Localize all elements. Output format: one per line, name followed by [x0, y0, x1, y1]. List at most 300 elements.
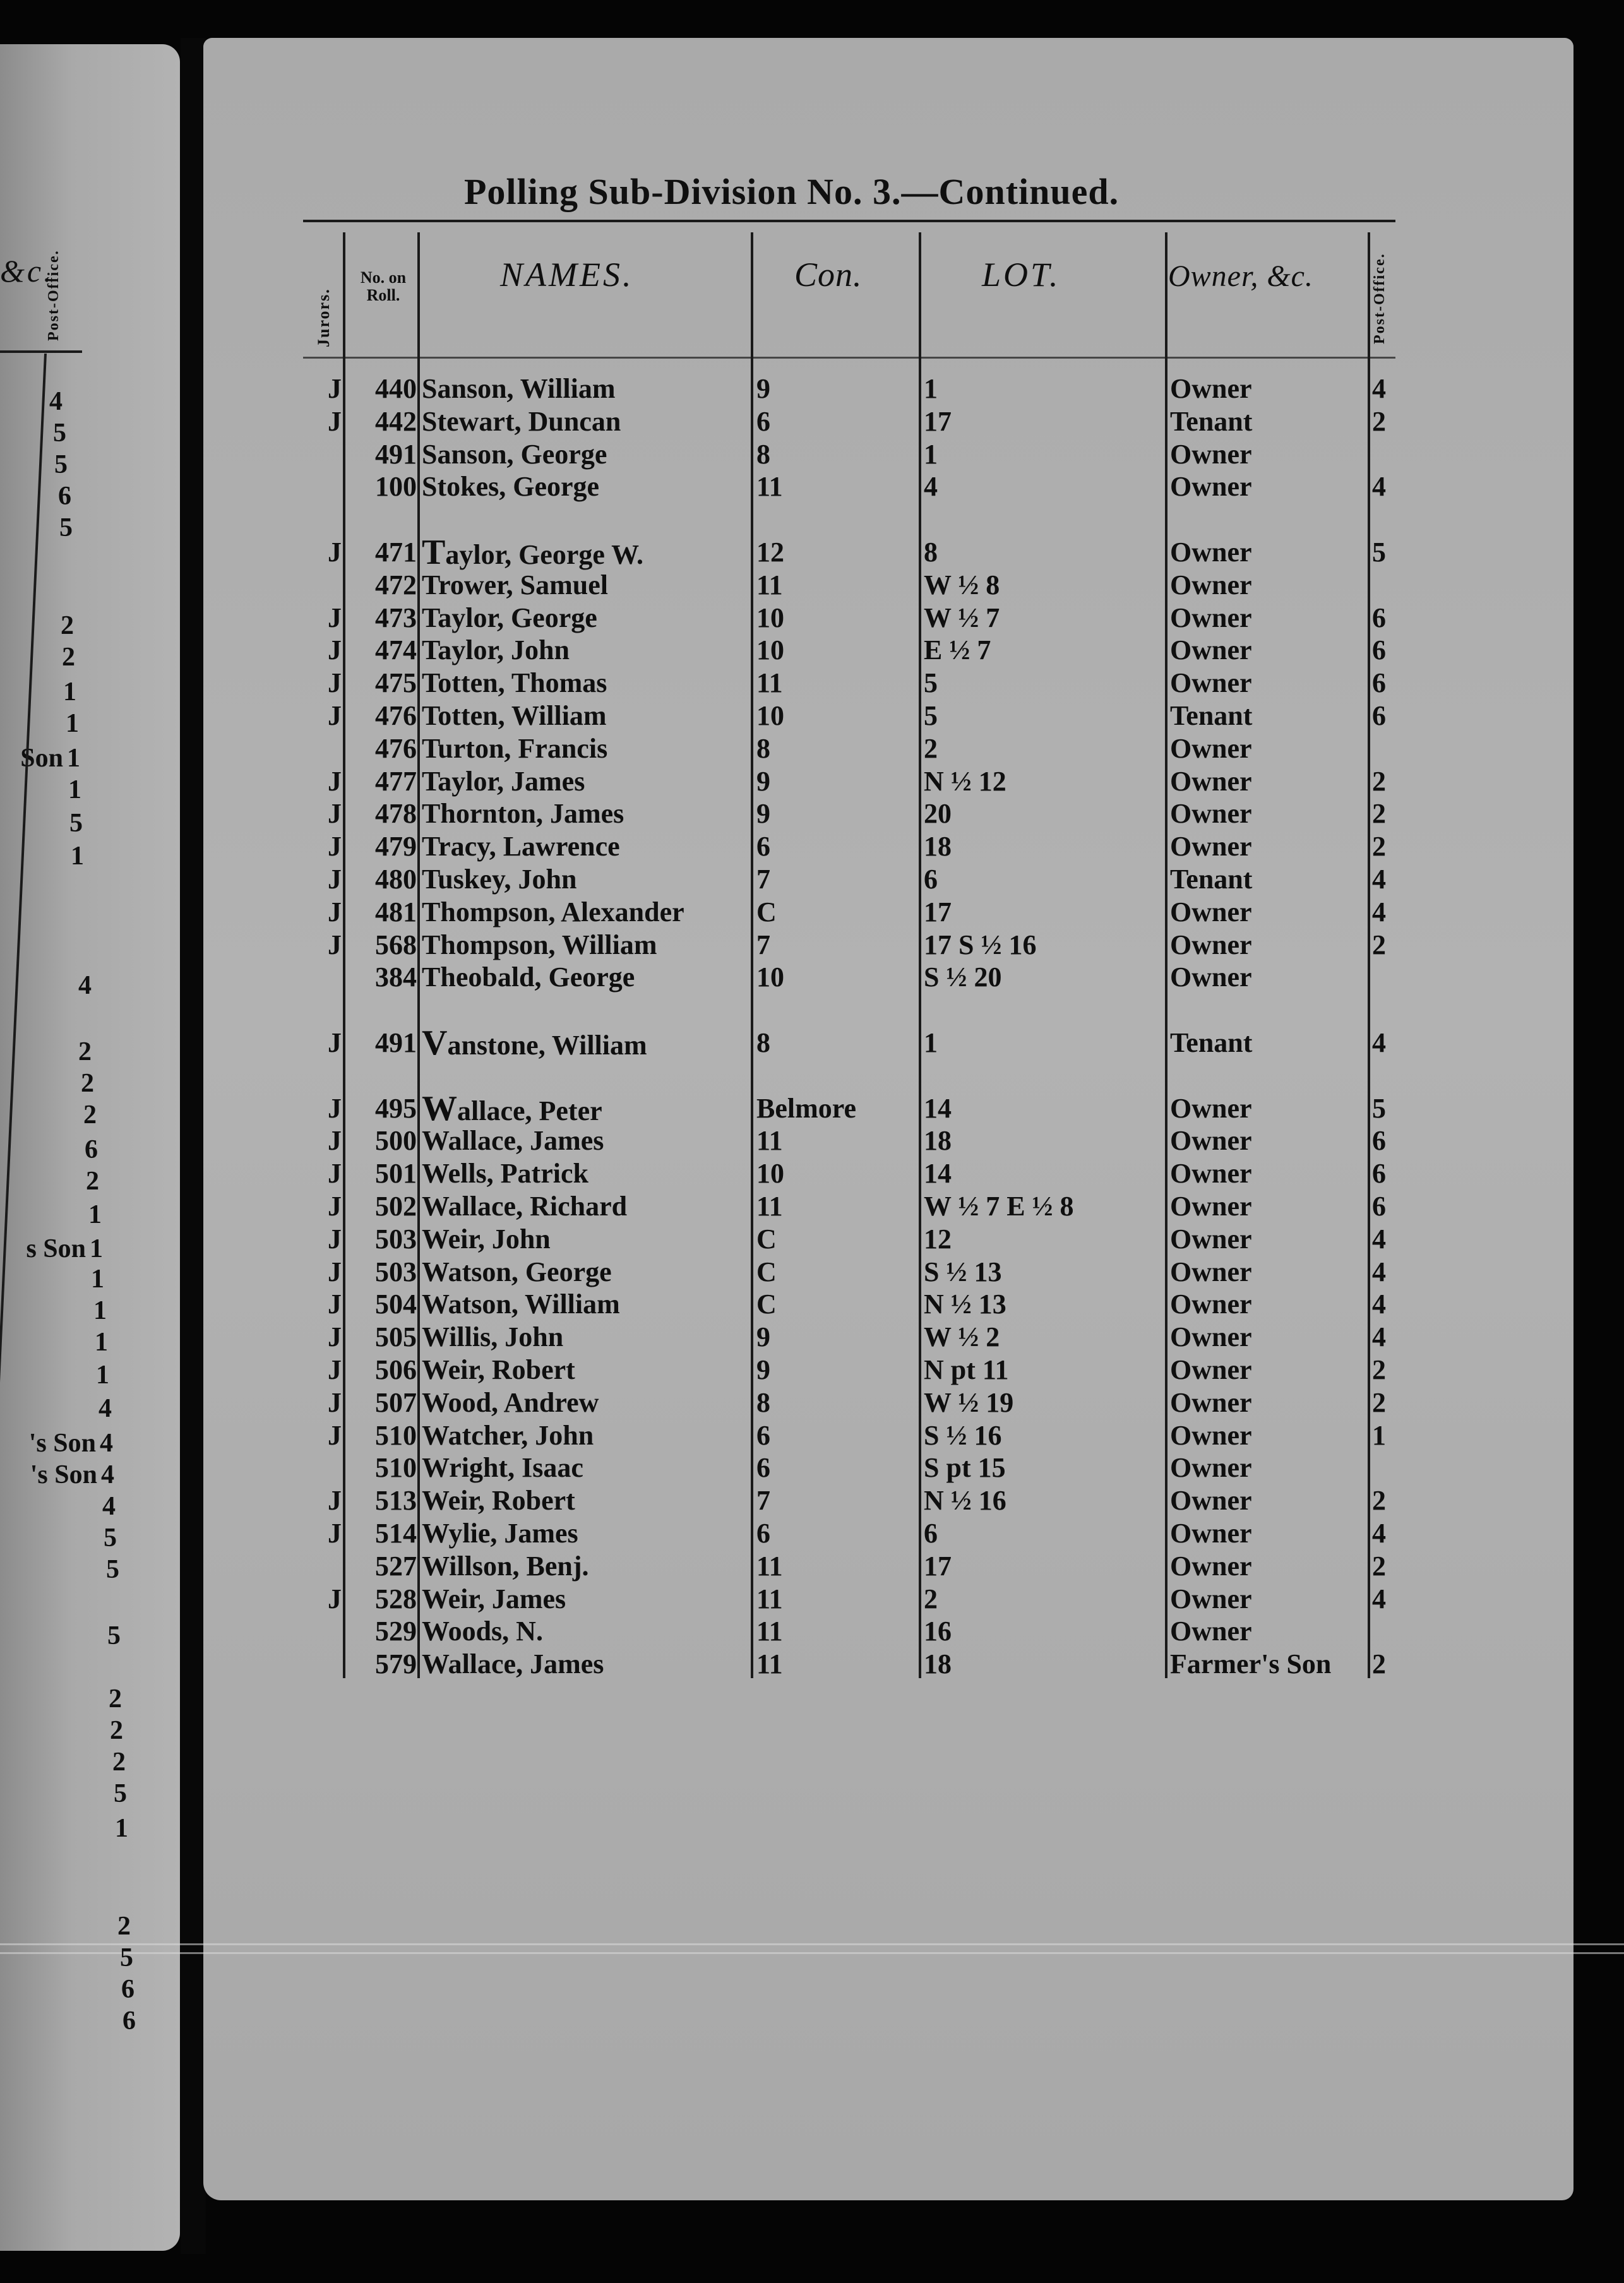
- post-office: 5: [1372, 537, 1386, 568]
- juror-mark: J: [328, 1092, 342, 1124]
- juror-mark: J: [328, 798, 342, 830]
- lot: 17: [924, 896, 952, 927]
- section-initial: V: [422, 1023, 448, 1063]
- lot: 16: [924, 1616, 952, 1647]
- juror-mark: J: [328, 1289, 342, 1320]
- concession: 11: [756, 1616, 783, 1647]
- post-office: 4: [1372, 1321, 1386, 1353]
- voter-name: Watson, William: [422, 1289, 620, 1320]
- post-office: 2: [1372, 929, 1386, 960]
- lot: 5: [924, 667, 938, 699]
- table-row: [0, 830, 1624, 863]
- concession: 6: [756, 1419, 770, 1451]
- concession: 6: [756, 405, 770, 437]
- concession: 12: [756, 537, 784, 568]
- table-row: [0, 1223, 1624, 1256]
- post-office: 4: [1372, 471, 1386, 503]
- juror-mark: J: [328, 1354, 342, 1385]
- concession: C: [756, 1223, 777, 1255]
- concession: 11: [756, 1648, 783, 1680]
- owner-status: Owner: [1170, 929, 1252, 960]
- table-row: [0, 533, 1624, 572]
- lot: 1: [924, 438, 938, 470]
- lot: 4: [924, 471, 938, 503]
- post-office: 4: [1372, 1223, 1386, 1255]
- voter-name: Taylor, George W.: [422, 533, 644, 572]
- left-post-office-number: 5: [104, 1523, 117, 1553]
- concession: 7: [756, 1485, 770, 1517]
- table-row: [0, 1190, 1624, 1223]
- voter-name: Stokes, George: [422, 471, 600, 503]
- header-no-on-roll: No. on Roll.: [360, 268, 407, 304]
- lot: 8: [924, 537, 938, 568]
- roll-number: 471: [375, 537, 417, 568]
- table-row: [0, 700, 1624, 732]
- post-office: 4: [1372, 1256, 1386, 1287]
- juror-mark: J: [328, 667, 342, 699]
- roll-number: 384: [375, 962, 417, 993]
- owner-status: Owner: [1170, 896, 1252, 927]
- lot: 20: [924, 798, 952, 830]
- page-title: Polling Sub-Division No. 3.—Continued.: [464, 171, 1119, 212]
- voter-name: Vanstone, William: [422, 1023, 647, 1063]
- table-row: [0, 765, 1624, 798]
- left-post-office-number: 5: [120, 1943, 133, 1972]
- voter-name: Sanson, George: [422, 438, 607, 470]
- table-row: [0, 1321, 1624, 1354]
- voter-name: Turton, Francis: [422, 732, 608, 764]
- juror-mark: J: [328, 896, 342, 927]
- roll-number: 507: [375, 1386, 417, 1418]
- owner-status: Owner: [1170, 667, 1252, 699]
- voter-name: Wallace, James: [422, 1125, 604, 1157]
- owner-status: Owner: [1170, 1125, 1252, 1157]
- left-post-office-number: 1: [88, 1200, 102, 1229]
- owner-status: Tenant: [1170, 864, 1253, 895]
- juror-mark: J: [328, 1386, 342, 1418]
- owner-status: Owner: [1170, 1092, 1252, 1124]
- table-row: [0, 667, 1624, 700]
- voter-name: Weir, John: [422, 1223, 551, 1255]
- left-post-office-number: 5: [54, 450, 68, 479]
- lot: 12: [924, 1223, 952, 1255]
- concession: 6: [756, 1452, 770, 1484]
- table-row: [0, 1354, 1624, 1386]
- left-post-office-number: 6: [122, 2006, 136, 2036]
- post-office: 4: [1372, 373, 1386, 404]
- table-row: [0, 1451, 1624, 1484]
- left-post-office-number: 2: [110, 1716, 123, 1745]
- owner-status: Owner: [1170, 1518, 1252, 1549]
- left-post-office-number: 5: [69, 809, 83, 838]
- concession: 11: [756, 1125, 783, 1157]
- header-bottom-rule: [303, 357, 1395, 359]
- table-row: [0, 896, 1624, 929]
- owner-status: Owner: [1170, 438, 1252, 470]
- roll-number: 477: [375, 765, 417, 797]
- table-row: [0, 929, 1624, 962]
- post-office: 6: [1372, 602, 1386, 633]
- voter-name: Willson, Benj.: [422, 1550, 589, 1582]
- owner-status: Owner: [1170, 537, 1252, 568]
- concession: 10: [756, 1158, 784, 1189]
- table-row: [0, 1583, 1624, 1616]
- juror-mark: J: [328, 1158, 342, 1189]
- left-post-office-number: 1: [63, 677, 76, 706]
- concession: C: [756, 1256, 777, 1287]
- lot: E ½ 7: [924, 635, 991, 666]
- owner-status: Owner: [1170, 732, 1252, 764]
- voter-name: Tuskey, John: [422, 864, 577, 895]
- table-row: [0, 1484, 1624, 1517]
- left-post-office-number: 1: [91, 1265, 104, 1294]
- owner-status: Owner: [1170, 765, 1252, 797]
- concession: 8: [756, 732, 770, 764]
- roll-number: 527: [375, 1550, 417, 1582]
- owner-status: Owner: [1170, 635, 1252, 666]
- table-row: [0, 1157, 1624, 1190]
- voter-name: Sanson, William: [422, 373, 616, 404]
- section-initial: W: [422, 1088, 457, 1128]
- concession: 11: [756, 1550, 783, 1582]
- lot: 17: [924, 405, 952, 437]
- table-row: [0, 1517, 1624, 1550]
- voter-name: Wood, Andrew: [422, 1386, 599, 1418]
- concession: 7: [756, 864, 770, 895]
- lot: 1: [924, 1027, 938, 1058]
- roll-number: 472: [375, 569, 417, 600]
- post-office: 6: [1372, 1191, 1386, 1222]
- roll-number: 476: [375, 700, 417, 731]
- juror-mark: J: [328, 765, 342, 797]
- left-post-office-number: 1: [67, 744, 80, 773]
- table-row: [0, 634, 1624, 667]
- table-row: [0, 1615, 1624, 1648]
- left-post-office-number: 4: [100, 1429, 113, 1458]
- roll-number: 480: [375, 864, 417, 895]
- left-header-post-office: Post-Office.: [45, 249, 62, 341]
- roll-number: 502: [375, 1191, 417, 1222]
- lot: 14: [924, 1158, 952, 1189]
- juror-mark: J: [328, 1256, 342, 1287]
- left-post-office-number: 2: [112, 1748, 126, 1777]
- concession: 11: [756, 1191, 783, 1222]
- left-post-office-number: 1: [95, 1328, 108, 1357]
- voter-name: Wallace, James: [422, 1648, 604, 1680]
- roll-number: 481: [375, 896, 417, 927]
- owner-status: Tenant: [1170, 1027, 1253, 1058]
- concession: 7: [756, 929, 770, 960]
- left-post-office-number: 5: [114, 1779, 127, 1808]
- post-office: 4: [1372, 1583, 1386, 1614]
- left-post-office-number: 4: [99, 1394, 112, 1423]
- concession: 9: [756, 1354, 770, 1385]
- voter-name: Stewart, Duncan: [422, 405, 621, 437]
- left-post-office-number: 2: [78, 1037, 92, 1066]
- concession: C: [756, 1289, 777, 1320]
- lot: 6: [924, 1518, 938, 1549]
- juror-mark: J: [328, 537, 342, 568]
- lot: N ½ 12: [924, 765, 1006, 797]
- left-post-office-number: 5: [107, 1621, 121, 1650]
- lot: 1: [924, 373, 938, 404]
- roll-number: 529: [375, 1616, 417, 1647]
- post-office: 4: [1372, 896, 1386, 927]
- roll-number: 491: [375, 438, 417, 470]
- left-owner-fragment: Son: [20, 744, 63, 773]
- lot: S ½ 16: [924, 1419, 1002, 1451]
- owner-status: Owner: [1170, 1583, 1252, 1614]
- owner-status: Owner: [1170, 1321, 1252, 1353]
- concession: 11: [756, 667, 783, 699]
- scan-artifact-line: [0, 1943, 1624, 1945]
- header-jurors: Jurors.: [314, 288, 333, 347]
- scan-artifact-line: [0, 1952, 1624, 1954]
- table-row: [0, 1419, 1624, 1452]
- lot: W ½ 7 E ½ 8: [924, 1191, 1074, 1222]
- left-post-office-number: 6: [58, 482, 71, 511]
- left-post-office-number: 1: [115, 1814, 128, 1843]
- owner-status: Owner: [1170, 1354, 1252, 1385]
- juror-mark: J: [328, 864, 342, 895]
- left-post-office-number: 1: [93, 1296, 107, 1325]
- voter-name: Thornton, James: [422, 798, 624, 830]
- roll-number: 513: [375, 1485, 417, 1517]
- roll-number: 491: [375, 1027, 417, 1058]
- juror-mark: J: [328, 929, 342, 960]
- lot: 18: [924, 831, 952, 862]
- post-office: 6: [1372, 635, 1386, 666]
- concession: 6: [756, 1518, 770, 1549]
- roll-number: 514: [375, 1518, 417, 1549]
- roll-number: 568: [375, 929, 417, 960]
- left-post-office-number: 1: [96, 1361, 109, 1390]
- header-post-office: Post-Office.: [1371, 253, 1388, 344]
- roll-number: 475: [375, 667, 417, 699]
- table-row: [0, 1648, 1624, 1681]
- voter-name: Taylor, James: [422, 765, 585, 797]
- owner-status: Tenant: [1170, 700, 1253, 731]
- voter-name: Weir, Robert: [422, 1354, 575, 1385]
- owner-status: Tenant: [1170, 405, 1253, 437]
- left-post-office-number: 1: [68, 775, 81, 804]
- header-names: NAMES.: [500, 256, 634, 294]
- left-post-office-number: 2: [83, 1100, 97, 1130]
- juror-mark: J: [328, 1419, 342, 1451]
- roll-number: 100: [375, 471, 417, 503]
- juror-mark: J: [328, 405, 342, 437]
- owner-status: Owner: [1170, 471, 1252, 503]
- roll-number: 503: [375, 1223, 417, 1255]
- owner-status: Owner: [1170, 962, 1252, 993]
- voter-name: Thompson, William: [422, 929, 657, 960]
- owner-status: Owner: [1170, 1550, 1252, 1582]
- lot: 18: [924, 1125, 952, 1157]
- concession: 11: [756, 1583, 783, 1614]
- owner-status: Owner: [1170, 1191, 1252, 1222]
- voter-name: Watcher, John: [422, 1419, 594, 1451]
- left-post-office-number: 4: [49, 387, 63, 416]
- left-post-office-number: 1: [66, 709, 79, 738]
- owner-status: Owner: [1170, 1386, 1252, 1418]
- juror-mark: J: [328, 1223, 342, 1255]
- lot: W ½ 19: [924, 1386, 1014, 1418]
- left-post-office-number: 2: [62, 643, 75, 672]
- owner-status: Owner: [1170, 1452, 1252, 1484]
- lot: 17: [924, 1550, 952, 1582]
- voter-name: Wylie, James: [422, 1518, 578, 1549]
- roll-number: 528: [375, 1583, 417, 1614]
- left-post-office-number: 2: [117, 1912, 131, 1941]
- concession: 10: [756, 635, 784, 666]
- roll-number: 510: [375, 1452, 417, 1484]
- post-office: 2: [1372, 405, 1386, 437]
- left-post-office-number: 2: [109, 1684, 122, 1714]
- juror-mark: J: [328, 1191, 342, 1222]
- voter-name: Taylor, John: [422, 635, 570, 666]
- table-row: [0, 1124, 1624, 1157]
- left-post-office-number: 5: [53, 419, 66, 448]
- voter-name: Watson, George: [422, 1256, 612, 1287]
- voter-name: Woods, N.: [422, 1616, 543, 1647]
- owner-status: Owner: [1170, 1223, 1252, 1255]
- section-initial: T: [422, 533, 446, 572]
- concession: 8: [756, 1027, 770, 1058]
- left-post-office-number: 6: [121, 1975, 134, 2004]
- table-row: [0, 373, 1624, 405]
- table-row: [0, 438, 1624, 471]
- table-row: [0, 470, 1624, 503]
- roll-number: 479: [375, 831, 417, 862]
- lot: 14: [924, 1092, 952, 1124]
- concession: Belmore: [756, 1092, 857, 1124]
- post-office: 4: [1372, 864, 1386, 895]
- juror-mark: J: [328, 1027, 342, 1058]
- owner-status: Owner: [1170, 1289, 1252, 1320]
- voter-name: Totten, Thomas: [422, 667, 607, 699]
- juror-mark: J: [328, 1485, 342, 1517]
- left-post-office-number: 4: [78, 971, 92, 1000]
- table-row: [0, 863, 1624, 896]
- concession: 10: [756, 962, 784, 993]
- left-post-office-number: 1: [90, 1234, 103, 1263]
- concession: 8: [756, 438, 770, 470]
- table-row: [0, 1088, 1624, 1128]
- roll-number: 495: [375, 1092, 417, 1124]
- left-post-office-number: 2: [61, 611, 74, 640]
- header-top-rule: [303, 220, 1395, 222]
- post-office: 4: [1372, 1027, 1386, 1058]
- roll-number: 440: [375, 373, 417, 404]
- concession: C: [756, 896, 777, 927]
- owner-status: Owner: [1170, 1485, 1252, 1517]
- lot: 2: [924, 732, 938, 764]
- concession: 9: [756, 798, 770, 830]
- juror-mark: J: [328, 635, 342, 666]
- roll-number: 478: [375, 798, 417, 830]
- post-office: 2: [1372, 798, 1386, 830]
- voter-name: Weir, Robert: [422, 1485, 575, 1517]
- concession: 11: [756, 471, 783, 503]
- roll-number: 473: [375, 602, 417, 633]
- roll-number: 476: [375, 732, 417, 764]
- juror-mark: J: [328, 602, 342, 633]
- left-header-rule: [0, 350, 82, 353]
- post-office: 2: [1372, 1550, 1386, 1582]
- left-post-office-number: 6: [85, 1135, 98, 1164]
- voter-name: Tracy, Lawrence: [422, 831, 620, 862]
- post-office: 2: [1372, 765, 1386, 797]
- table-row: [0, 1288, 1624, 1321]
- post-office: 2: [1372, 1386, 1386, 1418]
- concession: 6: [756, 831, 770, 862]
- left-owner-fragment: s Son: [26, 1234, 86, 1263]
- lot: N ½ 13: [924, 1289, 1006, 1320]
- table-row: [0, 569, 1624, 602]
- table-row: [0, 1256, 1624, 1289]
- table-row: [0, 797, 1624, 830]
- lot: N ½ 16: [924, 1485, 1006, 1517]
- left-post-office-number: 2: [86, 1167, 99, 1196]
- table-row: [0, 602, 1624, 635]
- header-con: Con.: [794, 256, 863, 294]
- juror-mark: J: [328, 1518, 342, 1549]
- concession: 10: [756, 602, 784, 633]
- lot: S ½ 20: [924, 962, 1002, 993]
- juror-mark: J: [328, 831, 342, 862]
- left-post-office-number: 5: [59, 513, 73, 542]
- owner-status: Owner: [1170, 1158, 1252, 1189]
- owner-status: Owner: [1170, 831, 1252, 862]
- concession: 9: [756, 1321, 770, 1353]
- concession: 11: [756, 569, 783, 600]
- lot: 6: [924, 864, 938, 895]
- roll-number: 579: [375, 1648, 417, 1680]
- lot: 5: [924, 700, 938, 731]
- owner-status: Owner: [1170, 602, 1252, 633]
- table-row: [0, 961, 1624, 994]
- lot: 17 S ½ 16: [924, 929, 1037, 960]
- left-post-office-number: 5: [106, 1555, 119, 1584]
- voter-name: Totten, William: [422, 700, 607, 731]
- table-row: [0, 1023, 1624, 1063]
- left-post-office-number: 2: [81, 1069, 94, 1098]
- voter-name: Taylor, George: [422, 602, 597, 633]
- post-office: 6: [1372, 1158, 1386, 1189]
- roll-number: 504: [375, 1289, 417, 1320]
- voter-name: Trower, Samuel: [422, 569, 608, 600]
- post-office: 6: [1372, 667, 1386, 699]
- juror-mark: J: [328, 1321, 342, 1353]
- roll-number: 506: [375, 1354, 417, 1385]
- owner-status: Owner: [1170, 798, 1252, 830]
- post-office: 2: [1372, 831, 1386, 862]
- left-owner-fragment: 's Son: [30, 1460, 97, 1489]
- post-office: 6: [1372, 700, 1386, 731]
- roll-number: 501: [375, 1158, 417, 1189]
- header-owner: Owner, &c.: [1168, 259, 1313, 293]
- post-office: 5: [1372, 1092, 1386, 1124]
- owner-status: Farmer's Son: [1170, 1648, 1332, 1680]
- lot: W ½ 7: [924, 602, 1000, 633]
- owner-status: Owner: [1170, 1419, 1252, 1451]
- post-office: 4: [1372, 1289, 1386, 1320]
- left-post-office-number: 4: [102, 1492, 116, 1521]
- lot: N pt 11: [924, 1354, 1009, 1385]
- header-lot: LOT.: [982, 256, 1061, 294]
- post-office: 2: [1372, 1485, 1386, 1517]
- table-row: [0, 1550, 1624, 1583]
